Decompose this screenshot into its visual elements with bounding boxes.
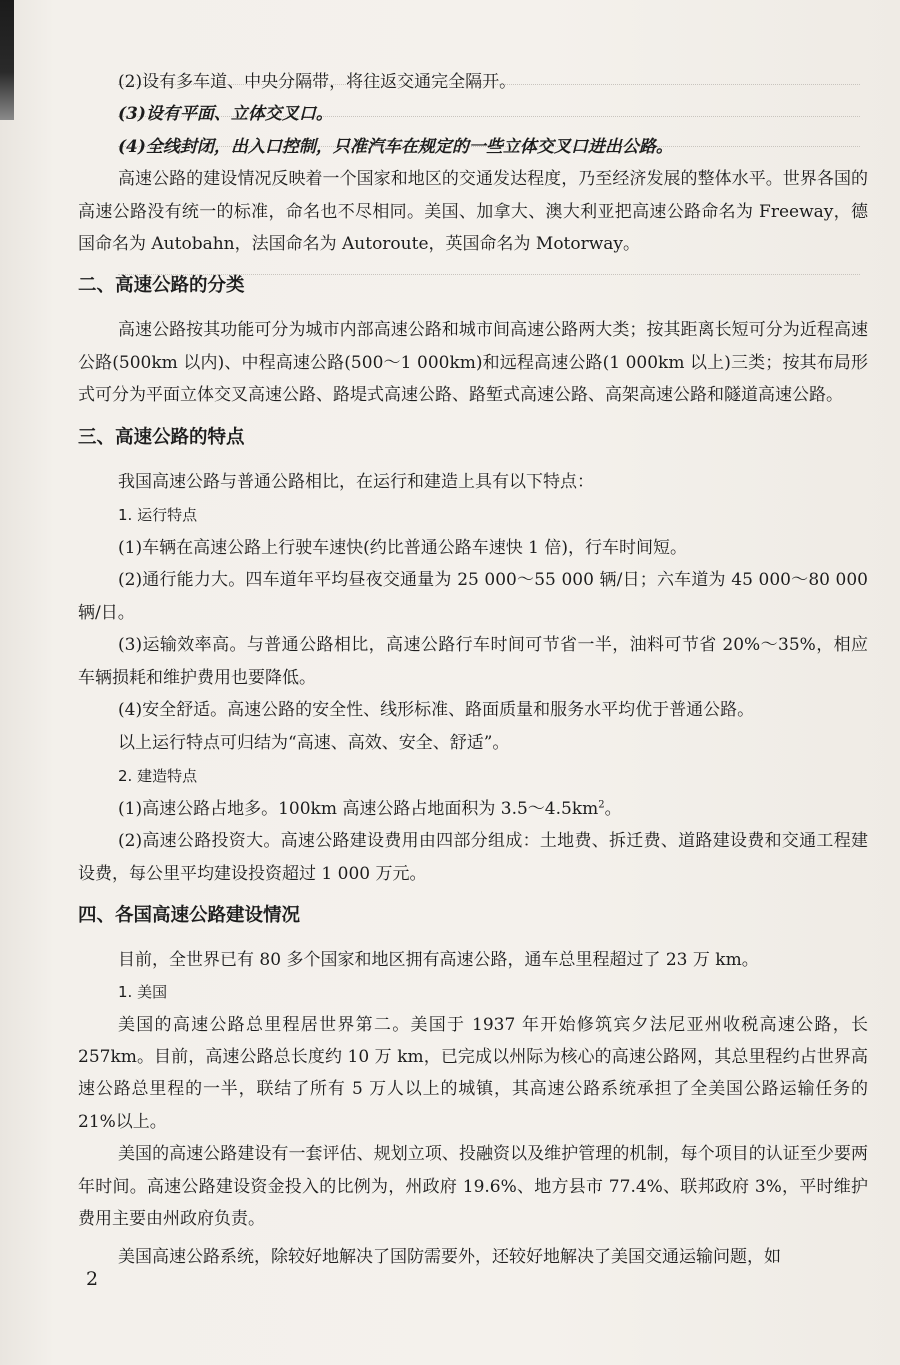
paragraph: 美国的高速公路建设有一套评估、规划立项、投融资以及维护管理的机制，每个项目的认证至少要两年时间。高速公路建设资金投入的比例为，州政府 19.6%、地方县市 77.4%、联邦政府 3%，平时维护费用主要由州政府负责。	[78, 1144, 868, 1229]
list-item	[78, 793, 868, 825]
section-heading: 二、高速公路的分类	[78, 275, 245, 297]
paragraph: (4)全线封闭，出入口控制，只准汽车在规定的一些立体交叉口进出公路。	[118, 136, 673, 157]
paragraph: 高速公路按其功能可分为城市内部高速公路和城市间高速公路两大类；按其距离长短可分为近程高速公路(500km 以内)、中程高速公路(500～1 000km)和远程高速公路(1 000km 以上)三类；按其布局形式可分为平面立体交叉高速公路、路堤式高速公路、路堑式高速公路、高架高速公路和隧道高速公路。	[78, 320, 868, 406]
paragraph: (3)设有平面、立体交叉口。	[118, 104, 333, 125]
list-item: (3)运输效率高。与普通公路相比，高速公路行车时间可节省一半，油料可节省 20%～35%，相应车辆损耗和维护费用也要降低。	[78, 635, 868, 688]
list-item-text: 。	[604, 798, 622, 819]
superscript: 2	[598, 799, 605, 811]
section-heading: 四、各国高速公路建设情况	[78, 905, 301, 927]
binding-shadow	[0, 0, 14, 120]
subsection-heading: 1. 美国	[118, 982, 168, 1001]
list-item: (2)通行能力大。四车道年平均昼夜交通量为 25 000～55 000 辆/日；六车道为 45 000～80 000 辆/日。	[78, 570, 868, 623]
subsection-heading: 2. 建造特点	[118, 766, 198, 785]
list-item: (4)安全舒适。高速公路的安全性、线形标准、路面质量和服务水平均优于普通公路。	[118, 700, 755, 721]
paragraph: 高速公路的建设情况反映着一个国家和地区的交通发达程度，乃至经济发展的整体水平。世界各国的高速公路没有统一的标准，命名也不尽相同。美国、加拿大、澳大利亚把高速公路命名为 Freeway，德国命名为 Autobahn，法国命名为 Autoroute，英国命名为 Motorway。	[78, 169, 868, 255]
list-item: (2)高速公路投资大。高速公路建设费用由四部分组成：土地费、拆迁费、道路建设费和交通工程建设费，每公里平均建设投资超过 1 000 万元。	[78, 831, 868, 884]
subsection-heading: 1. 运行特点	[118, 506, 198, 525]
list-item: (1)车辆在高速公路上行驶车速快(约比普通公路车速快 1 倍)，行车时间短。	[118, 538, 687, 559]
paragraph: 目前，全世界已有 80 多个国家和地区拥有高速公路，通车总里程超过了 23 万 km。	[118, 950, 759, 971]
list-item-text: (1)高速公路占地多。100km 高速公路占地面积为 3.5～4.5km	[118, 798, 599, 819]
paragraph: 我国高速公路与普通公路相比，在运行和建造上具有以下特点：	[118, 471, 594, 492]
paragraph: 美国的高速公路总里程居世界第二。美国于 1937 年开始修筑宾夕法尼亚州收税高速公路，长 257km。目前，高速公路总长度约 10 万 km，已完成以州际为核心的高速公路网，其总里程约占世界高速公路总里程的一半，联结了所有 5 万人以上的城镇，其高速公路系统承担了全美国公路运输任务的 21%以上。	[78, 1014, 868, 1132]
paragraph: 美国高速公路系统，除较好地解决了国防需要外，还较好地解决了美国交通运输问题，如	[118, 1247, 781, 1268]
page-number: 2	[86, 1268, 99, 1290]
section-heading: 三、高速公路的特点	[78, 426, 245, 448]
paragraph: 以上运行特点可归结为“高速、高效、安全、舒适”。	[118, 732, 510, 753]
paragraph: (2)设有多车道、中央分隔带，将往返交通完全隔开。	[118, 72, 517, 92]
page-content	[78, 66, 868, 1274]
